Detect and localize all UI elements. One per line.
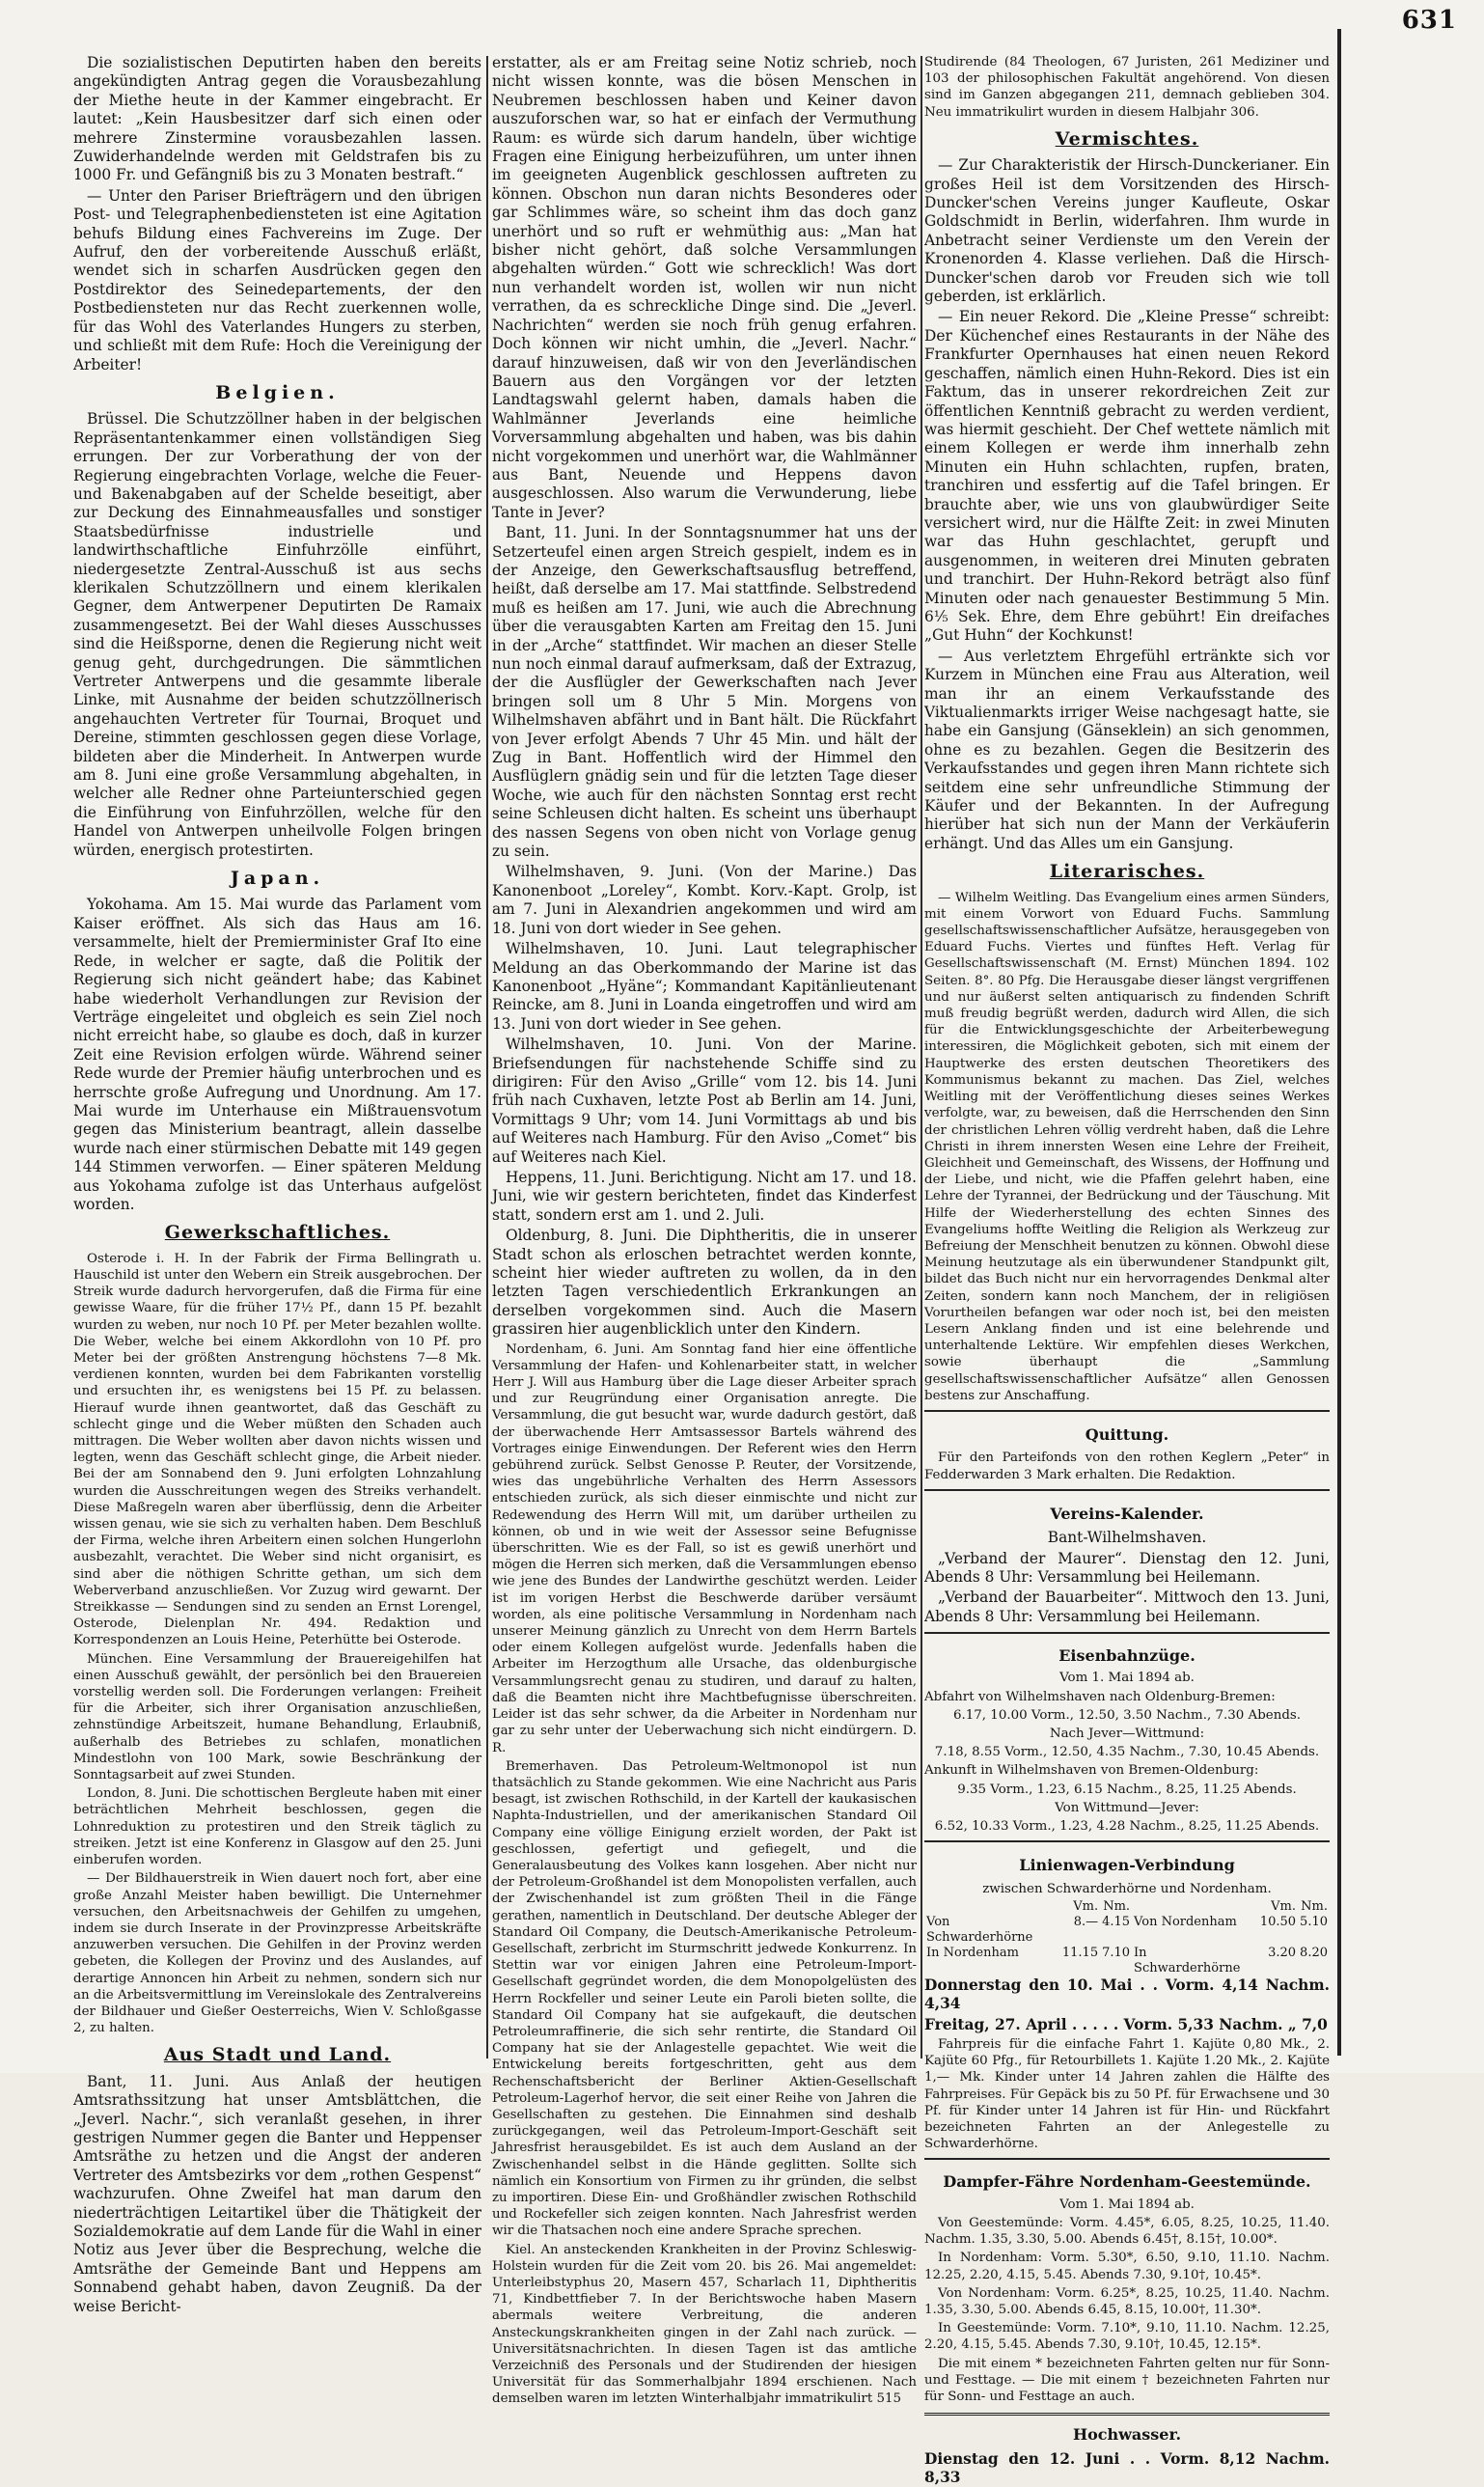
- article-paragraph: London, 8. Juni. Die schottischen Bergleute haben mit einer beträchtlichen Mehrheit beschlossen, gegen die Lohnreduktion zu protestiren und den Streik täglich zu streiken. Jetzt ist eine Konferenz in Glasgow auf den 25. Juni einberufen worden.: [73, 1786, 481, 1868]
- subheading: Vom 1. Mai 1894 ab.: [1059, 1671, 1195, 1686]
- timetable-times: 6.17, 10.00 Vorm., 12.50, 3.50 Nachm., 7.30 Abends.: [952, 1707, 1302, 1723]
- section-heading-literarisches: Literarisches.: [1049, 861, 1205, 883]
- linien-table: [924, 1899, 1330, 1976]
- timetable-times: 9.35 Vorm., 1.23, 6.15 Nachm., 8.25, 11.25 Abends.: [957, 1782, 1297, 1797]
- timetable-label: Nach Jever—Wittmund:: [1049, 1727, 1205, 1742]
- timetable-label: Abfahrt von Wilhelmshaven nach Oldenburg-Bremen:: [924, 1689, 1276, 1704]
- page-edge-rule: [1337, 29, 1341, 2056]
- column-2: [492, 54, 917, 2407]
- section-heading-quittung: Quittung.: [1085, 1424, 1169, 1444]
- article-paragraph: Heppens, 11. Juni. Berichtigung. Nicht am 17. und 18. Juni, wie wir gestern berichteten, findet das Kinderfest statt, sondern erst am 1. und 2. Juli.: [492, 1168, 917, 1224]
- article-paragraph: erstatter, als er am Freitag seine Notiz schrieb, noch nicht wissen konnte, was die bösen Menschen in Neubremen beschlossen haben und Keiner davon auszuforschen war, so hat er einfach der Vermuthung Raum: es würde sich darum handeln, über wichtige Fragen eine Einigung herbeizuführen, um unter ihnen im geeigneten Augenblick geschlossen auftreten zu können. Obschon nun daran nichts Besonderes oder gar Schlimmes wäre, so scheint ihm das doch ganz unerhört und so ruft er wehmüthig aus: „Man hat bisher nicht gehört, daß solche Versammlungen abgehalten würden.“ Gott wie schrecklich! Was dort nun verhandelt worden ist, wollen wir nun nicht verrathen, da es schreckliche Dinge sind. Die „Jeverl. Nachrichten“ werden sie noch früh genug erfahren. Doch können wir nicht umhin, die „Jeverl. Nachr.“ darauf hinzuweisen, daß wir von den Jeverländischen Bauern aus den Vorgängen vor der letzten Landtagswahl gelernt haben, damals haben die Wahlmänner Jeverlands eine heimliche Vorversammlung abgehalten und haben, was bis dahin nicht vorgekommen und unerhört war, die Wahlmänner aus Bant, Neuende und Heppens davon ausgeschlossen. Also warum die Verwunderung, liebe Tante in Jever?: [492, 54, 917, 521]
- article-paragraph: Wilhelmshaven, 9. Juni. (Von der Marine.) Das Kanonenboot „Loreley“, Kombt. Korv.-Kapt. Grolp, ist am 7. Juni in Alexandrien angekommen und wird am 18. Juni von dort wieder in See gehen.: [492, 863, 917, 937]
- section-heading-dampfer-faehre: Dampfer-Fähre Nordenham-Geestemünde.: [943, 2172, 1311, 2192]
- calendar-entry: „Verband der Maurer“. Dienstag den 12. Juni, Abends 8 Uhr: Versammlung bei Heilemann.: [924, 1549, 1330, 1586]
- table-cell: Vm.: [1271, 1898, 1297, 1914]
- table-cell: Von Schwarderhörne: [926, 1914, 1033, 1945]
- table-cell: 8.—: [1073, 1914, 1099, 1929]
- timetable-label: Von Wittmund—Jever:: [1055, 1800, 1199, 1815]
- article-paragraph: — Ein neuer Rekord. Die „Kleine Presse“ schreibt: Der Küchenchef eines Restaurants in der Nähe des Frankfurter Opernhauses hat einen neuen Rekord geschaffen, nämlich einen Huhn-Rekord. Dies ist ein Faktum, das in unserer rekordreichen Zeit zur öffentlichen Kenntniß gebracht zu werden verdient, was hiermit geschieht. Der Chef wettete nämlich mit einem Kollegen er werde ihm innerhalb zehn Minuten ein Huhn schlachten, rupfen, braten, tranchiren und essfertig auf die Tafel bringen. Er brauchte aber, wie uns von glaubwürdiger Seite versichert wird, nur die Hälfte Zeit: in zwei Minuten war das Huhn geschlachtet, gerupft und ausgenommen, in weiteren drei Minuten gebraten und tranchirt. Der Huhn-Rekord beträgt also fünf Minuten oder nach genauester Bestimmung 5 Min. 6⅕ Sek. Ehre, dem Ehre gebührt! Ein dreifaches „Gut Huhn“ der Kochkunst!: [924, 308, 1330, 645]
- notice-text: Für den Parteifonds von den rothen Keglern „Peter“ in Fedderwarden 3 Mark erhalten. Die Redaktion.: [924, 1451, 1330, 1482]
- ferry-times: Von Nordenham: Vorm. 6.25*, 8.25, 10.25, 11.40. Nachm. 1.35, 3.30, 5.00. Abends 6.45, 8.15, 10.00†, 11.30*.: [924, 2285, 1330, 2317]
- column-rule-2: [921, 56, 922, 2059]
- section-heading-japan: Japan.: [230, 868, 325, 890]
- timetable-times: 7.18, 8.55 Vorm., 12.50, 4.35 Nachm., 7.30, 10.45 Abends.: [934, 1745, 1320, 1760]
- article-paragraph: Bant, 11. Juni. In der Sonntagsnummer hat uns der Setzerteufel einen argen Streich gespielt, indem es in der Anzeige, den Gewerkschaftsausflug betreffend, heißt, daß derselbe am 17. Mai stattfinde. Selbstredend muß es heißen am 17. Juni, wie auch die Abrechnung über die verausgabten Karten am Freitag den 15. Juni in der „Arche“ stattfindet. Wir machen an dieser Stelle nun noch einmal darauf aufmerksam, daß der Extrazug, der die Ausflügler der Gewerkschaften nach Jever bringen soll um 8 Uhr 5 Min. Morgens von Wilhelmshaven abfährt und in Bant hält. Die Rückfahrt von Jever erfolgt Abends 7 Uhr 45 Min. und hält der Zug in Bant. Hoffentlich wird der Himmel den Ausflüglern gnädig sein und für die letzten Tage dieser Woche, wie auch für den nächsten Sonntag erst recht seine Schleusen dicht halten. Es scheint uns überhaupt des nassen Segens von oben nicht von Vorlage genug zu sein.: [492, 524, 917, 861]
- table-cell: Nm.: [1103, 1898, 1131, 1914]
- calendar-entry: „Verband der Bauarbeiter“. Mittwoch den 13. Juni, Abends 8 Uhr: Versammlung bei Heilemann.: [924, 1589, 1330, 1625]
- article-paragraph: Studirende (84 Theologen, 67 Juristen, 261 Mediziner und 103 der philosophischen Fakultät angehörend. Von diesen sind im Ganzen abgegangen 211, demnach geblieben 304. Neu immatrikulirt wurden in diesem Halbjahr 306.: [924, 55, 1330, 120]
- table-cell: Vm.: [1073, 1898, 1099, 1914]
- table-cell: 7.10: [1102, 1945, 1131, 1960]
- ferry-times: In Geestemünde: Vorm. 7.10*, 9.10, 11.10. Nachm. 12.25, 2.20, 4.15, 5.45. Abends 7.30, 9.10†, 10.45, 12.15*.: [924, 2321, 1330, 2353]
- subheading: Vom 1. Mai 1894 ab.: [1059, 2197, 1195, 2212]
- ferry-times: Von Geestemünde: Vorm. 4.45*, 6.05, 8.25, 10.25, 11.40. Nachm. 1.35, 3.30, 5.00. Abends 6.45†, 8.15†, 10.00*.: [924, 2215, 1330, 2248]
- table-cell: 5.10: [1300, 1914, 1328, 1929]
- ferry-note: Die mit einem * bezeichneten Fahrten gelten nur für Sonn- und Festtage. — Die mit einem † bezeichneten Fahrten nur für Sonn- und Festtage an auch.: [924, 2356, 1330, 2404]
- article-paragraph: Die sozialistischen Deputirten haben den bereits angekündigten Antrag gegen die Vorausbezahlung der Miethe heute in der Kammer eingebracht. Er lautet: „Kein Hausbesitzer darf sich einen oder mehrere Zinstermine vorausbezahlen lassen. Zuwiderhandelnde werden mit Geldstrafen bis zu 1000 Fr. und Gefängniß bis zu 3 Monaten bestraft.“: [73, 54, 481, 184]
- article-paragraph: — Unter den Pariser Briefträgern und den übrigen Post- und Telegraphenbediensteten ist eine Agitation behufs Bildung eines Fachvereins im Zuge. Der Aufruf, den der vorbereitende Ausschuß erläßt, wendet sich in scharfen Ausdrücken gegen den Postdirektor des Seinedepartements, der den Postbediensteten nur das Recht zuerkennen wolle, für das Wohl des Vaterlandes Hungers zu sterben, und schließt mit dem Rufe: Hoch die Vereinigung der Arbeiter!: [73, 186, 481, 373]
- article-paragraph: Osterode i. H. In der Fabrik der Firma Bellingrath u. Hauschild ist unter den Webern ein Streik ausgebrochen. Der Streik wurde dadurch hervorgerufen, daß die Firma für eine gewisse Waare, für die früher 17½ Pf., dann 15 Pf. bezahlt wurden zu weben, nur noch 10 Pf. per Meter bezahlen wollte. Die Weber, welche bei einem Akkordlohn von 10 Pf. pro Meter bei der größten Anstrengung höchstens 7—8 Mk. verdienen konnten, wurden bei dem Fabrikanten vorstellig und ersuchten ihr, es wenigstens bei 15 Pf. zu belassen. Hierauf wurde ihnen geantwortet, daß das Geschäft zu schlecht ginge und die Weber müßten den Schaden auch mittragen. Die Weber wollten aber davon nichts wissen und legten, wenn das Geschäft schlecht ginge, die Arbeit nieder. Bei der am Sonnabend den 9. Juni erfolgten Lohnzahlung wurden die Ausschreitungen wegen des Streiks verhandelt. Diese Maßregeln waren aber überflüssig, denn die Arbeiter wissen genau, wie sie sich zu verhalten haben. Dem Beschluß der Firma, welche ihren Arbeitern einen solchen Hungerlohn ausbezahlt, verachtet. Die Weber sind nicht organisirt, es sind aber die nöthigen Schritte gethan, um sich dem Weberverband anzuschließen. Vor Zuzug wird gewarnt. Der Streikkasse — Sendungen sind zu senden an Ernst Lorengel, Osterode, Dielenplan Nr. 494. Redaktion und Korrespondenzen an Louis Heine, Peterhütte bei Osterode.: [73, 1251, 481, 1648]
- section-heading-linienwagen: Linienwagen-Verbindung: [1019, 1856, 1235, 1875]
- table-cell: [924, 1899, 1060, 1915]
- schedule-line: Donnerstag den 10. Mai . . Vorm. 4,14 Nachm. 4,34: [924, 1976, 1330, 2013]
- table-cell: Von Nordenham: [1134, 1914, 1237, 1929]
- table-row: [924, 1915, 1330, 1946]
- table-header-row: [924, 1899, 1330, 1915]
- schedule-line: Freitag, 27. April . . . . . Vorm. 5,33 Nachm. „ 7,0: [924, 2015, 1328, 2033]
- section-heading-gewerkschaftliches: Gewerkschaftliches.: [164, 1222, 391, 1244]
- section-heading-eisenbahnzuege: Eisenbahnzüge.: [1058, 1646, 1195, 1666]
- page-number: 631: [1401, 6, 1457, 35]
- table-cell: In Schwarderhörne: [1134, 1945, 1241, 1976]
- article-paragraph: Wilhelmshaven, 10. Juni. Laut telegraphischer Meldung an das Oberkommando der Marine ist das Kanonenboot „Hyäne“; Kommandant Kapitänlieutenant Reincke, am 8. Juni in Loanda eingetroffen und wird am 13. Juni von dort wieder in See gehen.: [492, 940, 917, 1033]
- article-paragraph: Kiel. An ansteckenden Krankheiten in der Provinz Schleswig-Holstein wurden für die Zeit vom 20. bis 26. Mai angemeldet: Unterleibstyphus 20, Masern 457, Scharlach 11, Diphtheritis 71, Kindbettfieber 7. In der Berichtswoche haben Masern abermals weitere Verbreitung, die anderen Ansteckungskrankheiten gingen in der Zahl nach zurück. — Universitätsnachrichten. In diesen Tagen ist das amtliche Verzeichniß des Personals und der Studirenden der hiesigen Universität für das Sommerhalbjahr 1894 erschienen. Nach demselben waren im letzten Winterhalbjahr immatrikulirt 515: [492, 2242, 917, 2407]
- subheading: zwischen Schwarderhörne und Nordenham.: [982, 1881, 1272, 1896]
- article-paragraph: Bremerhaven. Das Petroleum-Weltmonopol ist nun thatsächlich zu Stande gekommen. Wie eine Nachricht aus Paris besagt, ist zwischen Rothschild, in der Kartell der kaukasischen Naphta-Industriellen, und der amerikanischen Standard Oil Company eine völlige Einigung erzielt worden, der Pakt ist geschlossen, gefertigt und gefiegelt, und die Generalausbeutung des Volkes kann losgehen. Aber nicht nur der Petroleum-Großhandel ist dem Monopolisten verfallen, auch der Zwischenhandel ist zum größten Theil in die Fänge gerathen, namentlich in Deutschland. Der deutsche Ableger der Standard Oil Company, die Deutsch-Amerikanische Petroleum-Gesellschaft, zerbricht im Sturmschritt jedwede Konkurrenz. In Stettin war vor einigen Jahren eine Petroleum-Import-Gesellschaft gegründet worden, die dem Monopolgelüsten des Herrn Rockfeller und seiner Leute ein Paroli bieten sollte, die Standard Oil Company hat sie aufgekauft, die deutschen Petroleumraffinerie, die sich sehr rentirte, die Standard Oil Company hat sie der Anlagestelle gepachtet. Wie weit die Entwickelung bereits fortgeschritten, geht aus dem Rechenschaftsbericht der Berliner Aktien-Gesellschaft Petroleum-Lagerhof hervor, die seit einer Reihe von Jahren die Gesellschaften zu gestehen. Die Einnahmen sind deshalb zurückgegangen, weil das Petroleum-Import-Geschäft seit Jahresfrist herausgebildet. Es ist auch dem Ausland an der Zwischenhandel selbst in die Hände geglitten. Sollte sich nämlich ein Konsortium von Firmen zu ihr gründen, die selbst zu importiren. Diese Ein- und Großhändler zwischen Rothschild und Rockefeller sich zeigen konnten. Nach Jahresfrist werden wir die Thatsachen noch eine andere Sprache sprechen.: [492, 1758, 917, 2239]
- fare-notice: Fahrpreis für die einfache Fahrt 1. Kajüte 0,80 Mk., 2. Kajüte 60 Pfg., für Retourbillets 1. Kajüte 1.20 Mk., 2. Kajüte 1,— Mk. Kinder unter 14 Jahren zahlen die Hälfte des Fahrpreises. Für Gepäck bis zu 50 Pf. für Erwachsene und 30 Pf. für Kinder unter 14 Jahren ist für Hin- und Rückfahrt bezeichneten Fahrten an der Anlegestelle zu Schwarderhörne.: [924, 2037, 1330, 2152]
- article-paragraph: Wilhelmshaven, 10. Juni. Von der Marine. Briefsendungen für nachstehende Schiffe sind zu dirigiren: Für den Aviso „Grille“ vom 12. bis 14. Juni früh nach Cuxhaven, letzte Post ab Berlin am 14. Juni, Vormittags 9 Uhr; vom 14. Juni Vormittags ab und bis auf Weiteres nach Hamburg. Für den Aviso „Comet“ bis auf Weiteres nach Kiel.: [492, 1036, 917, 1166]
- hochwasser-row: Dienstag den 12. Juni . . Vorm. 8,12 Nachm. 8,33: [924, 2449, 1330, 2486]
- section-heading-stadt-und-land: Aus Stadt und Land.: [163, 2044, 392, 2066]
- section-heading-hochwasser: Hochwasser.: [1072, 2425, 1182, 2445]
- table-cell: 3.20: [1268, 1945, 1297, 1960]
- table-cell: Nm.: [1301, 1898, 1328, 1914]
- column-rule-1: [486, 56, 488, 2059]
- table-cell: [1132, 1899, 1258, 1915]
- article-paragraph: — Der Bildhauerstreik in Wien dauert noch fort, aber eine große Anzahl Meister haben bewilligt. Die Unternehmer versuchen, den Arbeitsnachweis der Gehilfen zu umgehen, indem sie durch Inserate in der Provinzpresse Arbeitskräfte anzuwerben versuchen. Die Gehilfen in der Provinz werden gebeten, die Kollegen der Provinz und des Auslandes, auf derartige Annoncen hin Arbeit zu nehmen, sondern sich nur an die Arbeitsvermittlung im Vereinslokale des Zentralvereins der Bildhauer und Gießer Oesterreichs, Wien V. Schloßgasse 2, zu halten.: [73, 1871, 481, 2036]
- article-paragraph: München. Eine Versammlung der Brauereigehilfen hat einen Ausschuß gewählt, der persönlich bei den Brauereien vorstellig werden soll. Die Forderungen verlangen: Freiheit für die Arbeiter, sich ihrer Organisation anzuschließen, zehnstündige Arbeitszeit, humane Behandlung, Erlaubniß, außerhalb des Betriebes zu schlafen, monatlichen Mindestlohn von 100 Mark, sowie Beschränkung der Sonntagsarbeit auf zwei Stunden.: [73, 1651, 481, 1783]
- subheading: Bant-Wilhelmshaven.: [1047, 1529, 1207, 1547]
- section-heading-vereins-kalender: Vereins-Kalender.: [1050, 1504, 1204, 1523]
- article-paragraph: Nordenham, 6. Juni. Am Sonntag fand hier eine öffentliche Versammlung der Hafen- und Kohlenarbeiter statt, in welcher Herr J. Will aus Hamburg über die Lage dieser Arbeiter sprach und zur Reugründung einer Organisation anregte. Die Versammlung, die gut besucht war, wurde dadurch gestört, daß der überwachende Herr Amtsassessor Bartels während des Vortrages einige Einwendungen. Der Referent wies den Herrn gebührend zurück. Selbst Genosse P. Reuter, der Vorsitzende, wies das ungebührliche Verhalten des Herrn Assessors entschieden zurück, als sich dieser einmischte und nicht zur Redewendung des Herrn Will mit, um darüber urtheilen zu können, ob und in wie weit der Assessor seine Befugnisse überschritten. Wie es der Fall, so ist es gewiß unerhört und mögen die Herren sich merken, daß die Versammlungen ebenso wie jene des Bundes der Landwirthe geschützt werden. Leider ist im vorigen Herbst die Beschwerde darüber versäumt worden, als eine politische Versammlung in Nordenham nach unserer Meinung gänzlich zu Unrecht von dem Herrn Bartels oder einem Kollegen aufgelöst wurde. Jedenfalls haben die Arbeiter im Herzogthum alle Ursache, das oldenburgische Versammlungsrecht genau zu studiren, und darauf zu halten, daß die Beamten nicht ihre Machtbefugnisse überschreiten. Leider ist das sehr schwer, da die Arbeiter in Nordenham nur gar zu sehr unter der Ueberwachung sich nicht eindürgern. D. R.: [492, 1341, 917, 1755]
- article-paragraph: Bant, 11. Juni. Aus Anlaß der heutigen Amtsrathssitzung hat unser Amtsblättchen, die „Jeverl. Nachr.“, sich veranlaßt gesehen, in ihrer gestrigen Nummer gegen die Banter und Heppenser Amtsräthe zu hetzen und die Angst der anderen Vertreter des Amtsbezirks vor dem „rothen Gespenst“ wachzurufen. Ohne Zweifel hat man darum den niederträchtigen Leitartikel über die Thätigkeit der Sozialdemokratie auf dem Lande für die Wahl in einer Notiz aus Jever über die Besprechung, welche die Amtsräthe der Gemeinde Bant und Heppens am Sonnabend gehabt haben, davon Zeugniß. Da der weise Bericht-: [73, 2072, 481, 2315]
- article-paragraph: — Wilhelm Weitling. Das Evangelium eines armen Sünders, mit einem Vorwort von Eduard Fuchs. Sammlung gesellschaftswissenschaftlicher Aufsätze, herausgegeben von Eduard Fuchs. Viertes und fünftes Heft. Verlag für Gesellschaftswissenschaft (M. Ernst) München 1894. 102 Seiten. 8°. 80 Pfg. Die Herausgabe dieser längst vergriffenen und nur äußerst selten antiquarisch zu findenden Schrift muß freudig begrüßt werden, dadurch wird Allen, die sich für die Entwicklungsgeschichte der Arbeiterbewegung interessiren, die Möglichkeit geboten, sich mit einem der Hauptwerke des ersten deutschen Theoretikers des Kommunismus bekannt zu machen. Das Ziel, welches Weitling mit der Veröffentlichung dieses seines Werkes verfolgte, war, zu beweisen, daß die Herrschenden den Sinn der christlichen Lehren völlig verdreht haben, daß die Lehre Christi in ihrem innersten Wesen eine Lehre der Freiheit, Gleichheit und Gemeinschaft, des Wissens, der Hoffnung und der Liebe, und nicht, wie die Pfaffen gelehrt haben, eine Lehre der Tyrannei, der Bedrückung und der Täuschung. Mit Hilfe der Wiederherstellung des echten Sinnes des Evangeliums hoffte Weitling die Religion als Werkzeug zur Befreiung der Menschheit benutzen zu können. Obwohl diese Meinung heutzutage als ein überwundener Standpunkt gilt, bildet das Buch nicht nur ein hervorragendes Denkmal alter Zeiten, sondern kann noch Manchem, der in religiösen Vorurtheilen befangen war oder noch ist, bei den meisten Lesern Anklang finden und ist eine belehrende und unterhaltende Lektüre. Wir empfehlen dieses Werkchen, sowie überhaupt die „Sammlung gesellschaftswissenschaftlicher Aufsätze“ allen Genossen bestens zur Anschaffung.: [924, 890, 1330, 1403]
- ferry-times: In Nordenham: Vorm. 5.30*, 6.50, 9.10, 11.10. Nachm. 12.25, 2.20, 4.15, 5.45. Abends 7.30, 9.10†, 10.45*.: [924, 2251, 1330, 2282]
- article-paragraph: — Zur Charakteristik der Hirsch-Dunckerianer. Ein großes Heil ist dem Vorsitzenden des Hirsch-Duncker'schen Vereins junger Kaufleute, Oskar Goldschmidt in Berlin, widerfahren. Ihm wurde in Anbetracht seiner Verdienste um den Verein der Kronenorden 4. Klasse verliehen. Daß die Hirsch-Duncker'schen darob vor Freuden sich wie toll geberden, ist erklärlich.: [924, 156, 1330, 306]
- article-paragraph: — Aus verletztem Ehrgefühl ertränkte sich vor Kurzem in München eine Frau aus Alteration, weil man ihr an einem Verkaufsstande des Viktualienmarkts irriger Weise nachgesagt hatte, sie habe ein Gansjung (Gänseklein) an sich genommen, ohne es zu bezahlen. Gegen die Besitzerin des Verkaufsstandes und gegen ihren Mann richtete sich seitdem eine sehr unfreundliche Stimmung der Käufer und der Bekannten. In der Aufregung hierüber hat sich nun der Mann der Verkäuferin erhängt. Und das Alles um ein Gansjung.: [924, 647, 1330, 852]
- table-row: [924, 1946, 1330, 1976]
- table-cell: 4.15: [1102, 1914, 1131, 1929]
- timetable-label: Ankunft in Wilhelmshaven von Bremen-Oldenburg:: [924, 1763, 1259, 1779]
- table-cell: 8.20: [1300, 1945, 1328, 1960]
- column-3: [924, 54, 1330, 2486]
- table-cell: In Nordenham: [926, 1945, 1019, 1960]
- section-heading-vermischtes: Vermischtes.: [1055, 127, 1199, 150]
- column-1: [73, 54, 481, 2315]
- article-paragraph: Oldenburg, 8. Juni. Die Diphtheritis, die in unserer Stadt schon als erloschen betrachtet werden konnte, scheint hier wieder auftreten zu wollen, da in den letzten Tagen verschiedentlich Erkrankungen an derselben vorgekommen sind. Auch die Masern grassiren hier augenblicklich unter den Kindern.: [492, 1227, 917, 1339]
- table-cell: 10.50: [1259, 1914, 1297, 1929]
- timetable-times: 6.52, 10.33 Vorm., 1.23, 4.28 Nachm., 8.25, 11.25 Abends.: [934, 1819, 1320, 1835]
- article-paragraph: Brüssel. Die Schutzzöllner haben in der belgischen Repräsentantenkammer einen vollständigen Sieg errungen. Der zur Vorberathung der von der Regierung eingebrachten Vorlage, welche die Feuer- und Bakenabgaben auf der Schelde beseitigt, aber zur Deckung des Einnahmeausfalles und sonstiger Staatsbedürfnisse industrielle und landwirthschaftliche Einfuhrzölle einführt, niedergesetzte Zentral-Ausschuß ist aus sechs klerikalen Schutzzöllnern und einem klerikalen Gegner, dem Antwerpener Deputirten De Ramaix zusammengesetzt. Bei der Wahl dieses Ausschusses sind die Heißsporne, denen die Regierung nicht weit genug geht, durchgedrungen. Die sämmtlichen Vertreter Antwerpens und die gesammte liberale Linke, mit Ausnahme der beiden schutzzöllnerisch angehauchten Vertreter für Tournai, Broquet und Dereine, stimmten geschlossen gegen diese Vorlage, bildeten aber die Minderheit. In Antwerpen wurde am 8. Juni eine große Versammlung abgehalten, in welcher alle Redner ohne Parteiunterschied gegen die Einführung von Einfuhrzöllen, welche für den Handel von Antwerpen unheilvolle Folgen bringen würden, energisch protestirten.: [73, 410, 481, 859]
- table-cell: 11.15: [1061, 1945, 1099, 1960]
- article-paragraph: Yokohama. Am 15. Mai wurde das Parlament vom Kaiser eröffnet. Als sich das Haus am 16. versammelte, hielt der Premierminister Graf Ito eine Rede, in welcher er sagte, daß die Politik der Regierung sich nicht geändert habe; das Kabinet habe wiederholt Verhandlungen zur Revision der Verträge eingeleitet und obgleich es sein Ziel noch nicht erreicht habe, so glaube es doch, daß in kurzer Zeit eine Revision erfolgen würde. Während seiner Rede wurde der Premier häufig unterbrochen und es herrschte große Aufregung und Unordnung. Am 17. Mai wurde im Unterhause ein Mißtrauensvotum gegen das Ministerium beantragt, allein dasselbe wurde nach einer stürmischen Debatte mit 149 gegen 144 Stimmen verworfen. — Einer späteren Meldung aus Yokohama zufolge ist das Unterhaus aufgelöst worden.: [73, 896, 481, 1213]
- section-heading-belgien: Belgien.: [215, 381, 340, 403]
